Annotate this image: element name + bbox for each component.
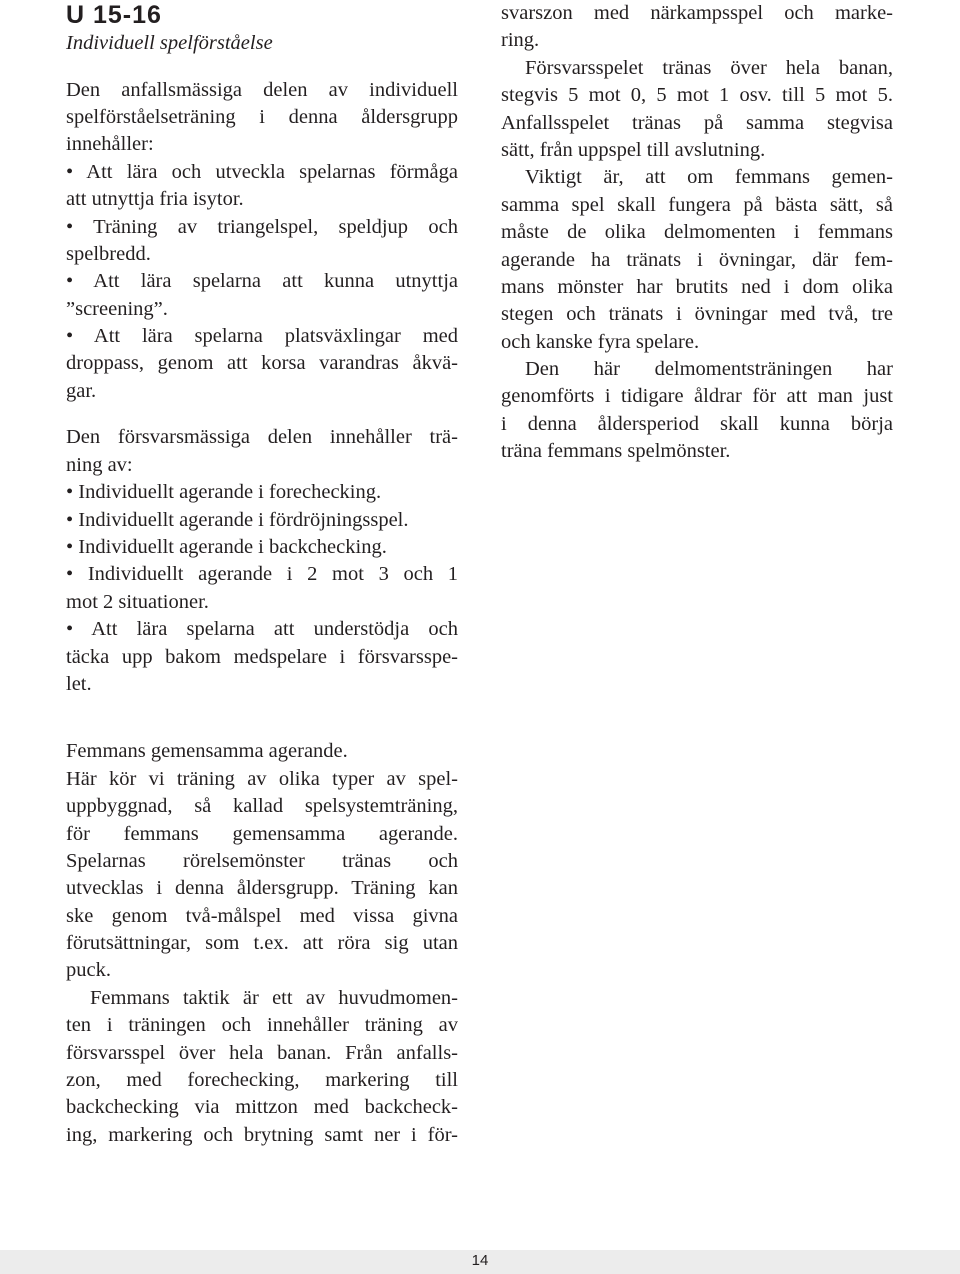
text-line: puck.	[66, 959, 111, 982]
text-line: utvecklas i denna åldersgrupp. Träning kan	[66, 877, 458, 900]
bullet-line: • Att lära spelarna platsväxlingar med	[66, 325, 458, 348]
text-line: träna femmans spelmönster.	[501, 440, 731, 463]
text-line: Den här delmomentsträningen har	[525, 358, 893, 381]
team-paragraph	[66, 738, 458, 1149]
text-line: Här kör vi träning av olika typer av spel-	[66, 767, 458, 790]
left-column	[66, 0, 458, 1149]
page-number: 14	[471, 1252, 489, 1269]
text-line: gar.	[66, 379, 97, 402]
text-line: samma spel skall fungera på bästa sätt, så	[501, 193, 893, 216]
text-line: i denna åldersperiod skall kunna börja	[501, 412, 893, 435]
text-line: Femmans gemensamma agerande.	[66, 740, 348, 763]
text-line: droppass, genom att korsa varandras åkvä-	[66, 352, 458, 375]
text-line: sätt, från uppspel till avslutning.	[501, 138, 766, 161]
text-line: uppbyggnad, så kallad spelsystemträning,	[66, 795, 458, 818]
right-column	[501, 0, 893, 466]
text-line: stegvis 5 mot 0, 5 mot 1 osv. till 5 mot 5.	[501, 84, 893, 107]
text-line: försvarsspel över hela banan. Från anfalls-	[66, 1041, 458, 1064]
attack-paragraph	[66, 77, 458, 406]
section-heading: U 15-16	[66, 1, 162, 29]
text-line: Viktigt är, att om femmans gemen-	[525, 166, 893, 189]
bullet-line: • Individuellt agerande i fördröjningsspel.	[66, 508, 409, 531]
text-line: mot 2 situationer.	[66, 590, 209, 613]
text-line: ring.	[501, 29, 540, 52]
text-line: Försvarsspelet tränas över hela banan,	[525, 56, 893, 79]
text-line: ning av:	[66, 453, 133, 476]
bullet-line: • Att lära spelarna att understödja och	[66, 618, 458, 641]
text-line: ske genom två-målspel med vissa givna	[66, 904, 458, 927]
text-line: för femmans gemensamma agerande.	[66, 822, 458, 845]
text-line: genomförts i tidigare åldrar för att man just	[501, 385, 893, 408]
section-subtitle: Individuell spelförståelse	[66, 32, 273, 54]
text-line: Spelarnas rörelsemönster tränas och	[66, 849, 458, 872]
text-line: agerande ha tränats i övningar, där fem-	[501, 248, 893, 271]
text-line: Den försvarsmässiga delen innehåller trä-	[66, 426, 458, 449]
text-line: backchecking via mittzon med backcheck-	[66, 1096, 458, 1119]
text-line: måste de olika delmomenten i femmans	[501, 221, 893, 244]
text-line: ”screening”.	[66, 297, 168, 320]
text-line: Femmans taktik är ett av huvudmomen-	[90, 986, 458, 1009]
text-line: ten i träningen och innehåller träning av	[66, 1014, 458, 1037]
text-line: svarszon med närkampsspel och marke-	[501, 2, 893, 24]
text-line: förutsättningar, som t.ex. att röra sig utan	[66, 932, 458, 955]
text-line: och kanske fyra spelare.	[501, 330, 700, 353]
bullet-line: • Att lära och utveckla spelarnas förmåga	[66, 160, 458, 183]
text-line: mans mönster har brutits ned i dom olika	[501, 275, 893, 298]
bullet-line: • Individuellt agerande i forechecking.	[66, 481, 382, 504]
bullet-line: • Individuellt agerande i 2 mot 3 och 1	[66, 563, 458, 586]
text-line: spelförståelseträning i denna åldersgrupp	[66, 105, 458, 128]
text-line: spelbredd.	[66, 242, 151, 265]
bullet-line: • Träning av triangelspel, speldjup och	[66, 215, 458, 238]
text-line: zon, med forechecking, markering till	[66, 1069, 458, 1092]
text-line: att utnyttja fria isytor.	[66, 188, 244, 211]
text-line: innehåller:	[66, 133, 154, 156]
text-line: let.	[66, 672, 92, 695]
text-line: stegen och tränats i övningar med två, tre	[501, 303, 893, 326]
text-line: Anfallsspelet tränas på samma stegvisa	[501, 111, 893, 134]
text-line: Den anfallsmässiga delen av individuell	[66, 78, 458, 101]
defense-paragraph	[66, 424, 458, 698]
bullet-line: • Att lära spelarna att kunna utnyttja	[66, 270, 458, 293]
bullet-line: • Individuellt agerande i backchecking.	[66, 536, 387, 559]
text-line: ing, markering och brytning samt ner i för-	[66, 1123, 458, 1146]
text-line: täcka upp bakom medspelare i försvarsspe-	[66, 645, 458, 668]
